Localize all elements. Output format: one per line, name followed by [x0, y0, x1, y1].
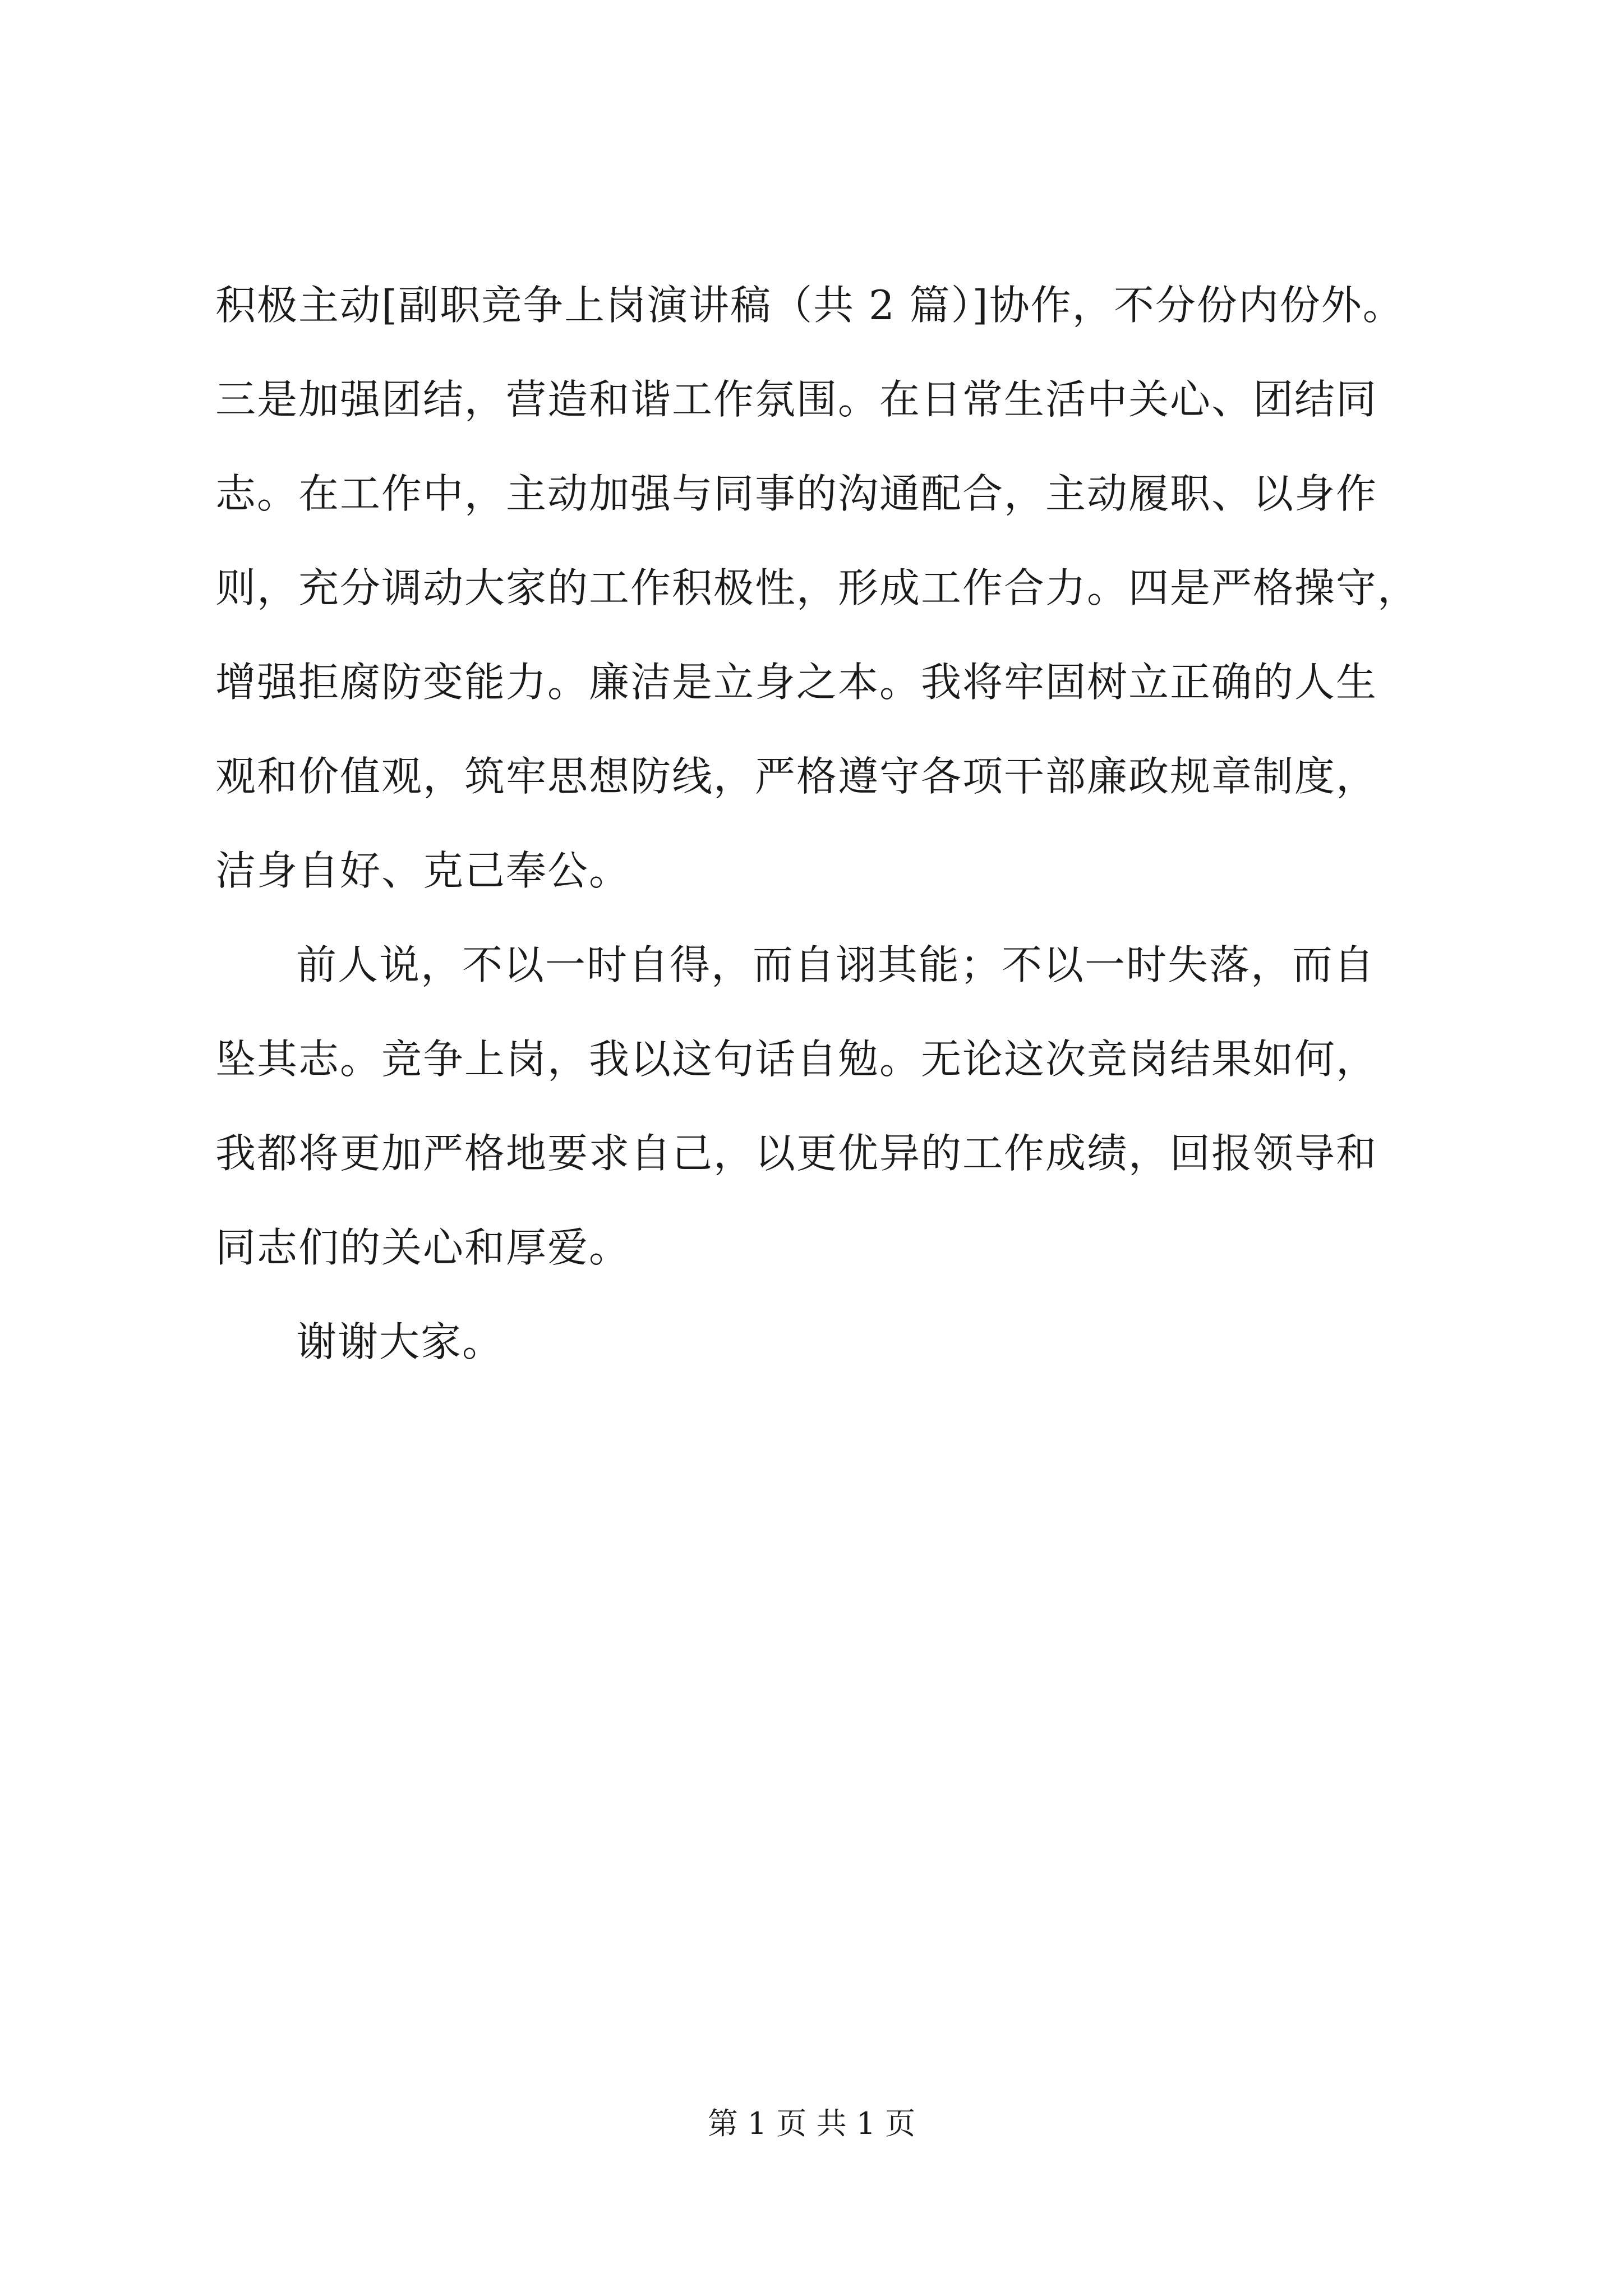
paragraph-line: 三是加强团结，营造和谐工作氛围。在日常生活中关心、团结同 — [215, 376, 1378, 423]
page-footer: 第 1 页 共 1 页 — [707, 2106, 916, 2141]
paragraph-line: 洁身自好、克己奉公。 — [215, 847, 631, 894]
body-text — [215, 258, 1427, 1389]
paragraph-line: 积极主动[副职竞争上岗演讲稿（共 2 篇）]协作，不分份内份外。 — [215, 282, 1404, 329]
closing-line: 谢谢大家。 — [296, 1318, 504, 1365]
paragraph-line: 志。在工作中，主动加强与同事的沟通配合，主动履职、以身作 — [215, 470, 1378, 517]
paragraph-line: 观和价值观，筑牢思想防线，严格遵守各项干部廉政规章制度， — [215, 753, 1378, 800]
paragraph-line: 坠其志。竞争上岗，我以这句话自勉。无论这次竞岗结果如何， — [215, 1036, 1378, 1083]
paragraph-line: 增强拒腐防变能力。廉洁是立身之本。我将牢固树立正确的人生 — [215, 659, 1378, 706]
paragraph-line: 同志们的关心和厚爱。 — [215, 1224, 631, 1271]
paragraph-line: 则，充分调动大家的工作积极性，形成工作合力。四是严格操守， — [215, 564, 1419, 611]
paragraph-line: 我都将更加严格地要求自己，以更优异的工作成绩，回报领导和 — [215, 1130, 1378, 1177]
paragraph-line: 前人说，不以一时自得，而自诩其能；不以一时失落，而自 — [296, 941, 1376, 988]
